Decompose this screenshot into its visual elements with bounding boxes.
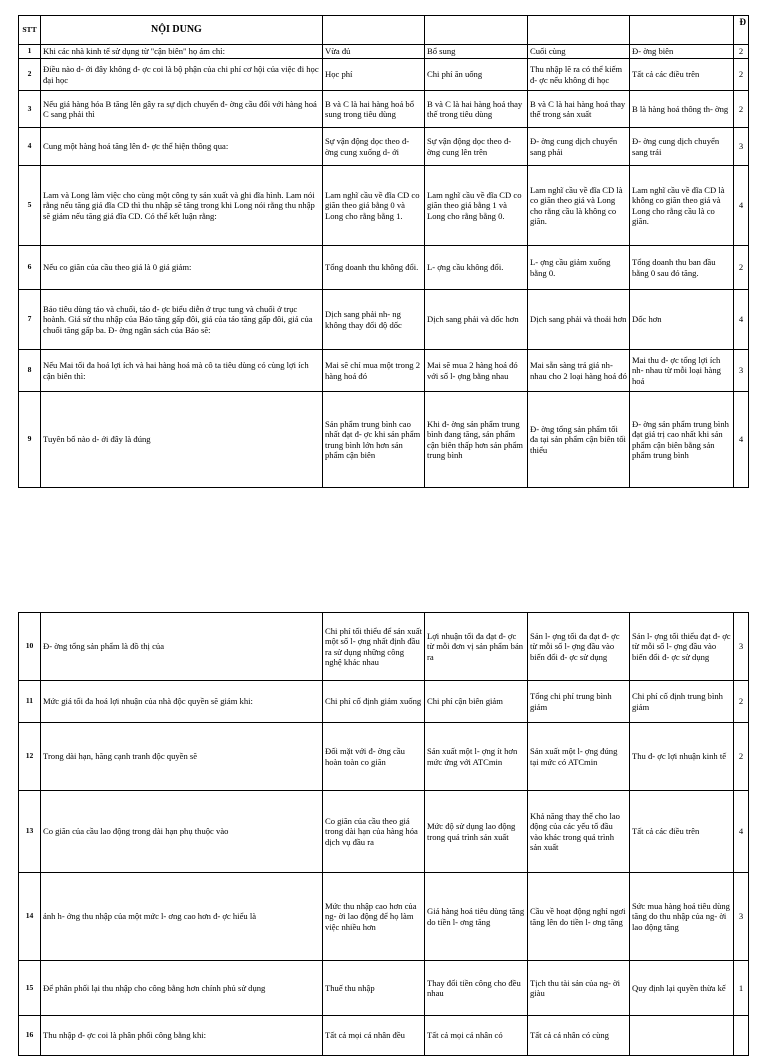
option-d: Mai thu đ- ợc tổng lợi ích nh- nhau từ mỗi loại hàng hoá [630,350,734,392]
option-a: Chi phí tối thiểu để sản xuất một số l- ợng nhất định đầu ra sử dụng những công nghệ khác nhau [323,613,425,681]
question-text: Nếu co giãn của cầu theo giá là 0 giá giảm: [41,246,323,290]
question-number: 7 [19,290,41,350]
question-number: 1 [19,45,41,59]
option-d: Tất cả các điều trên [630,59,734,91]
option-b: Chi phí cận biên giảm [425,681,528,723]
question-number: 14 [19,873,41,961]
question-number: 12 [19,723,41,791]
answer-key: 2 [734,681,749,723]
question-text: Trong dài hạn, hãng cạnh tranh độc quyền sẽ [41,723,323,791]
header-answer: Đ [734,16,749,45]
header-stt: STT [19,16,41,45]
header-blank [528,16,630,45]
option-a: Mức thu nhập cao hơn của ng- ời lao động để họ làm việc nhiều hơn [323,873,425,961]
question-row [19,681,749,723]
option-d: B là hàng hoá thông th- ờng [630,91,734,128]
option-c: Khả năng thay thế cho lao động của các yếu tố đầu vào khác trong quá trình sản xuất [528,791,630,873]
question-row [19,166,749,246]
question-row [19,613,749,681]
answer-key: 3 [734,350,749,392]
option-d [630,1016,734,1056]
option-c: Cuối cùng [528,45,630,59]
option-b: Thay đổi tiền công cho đều nhau [425,961,528,1016]
answer-key: 4 [734,791,749,873]
questions-table-top [18,15,749,488]
option-d: Thu đ- ợc lợi nhuận kinh tế [630,723,734,791]
option-d: Chi phí cố định trung bình giảm [630,681,734,723]
header-row [19,16,749,45]
option-b: Mức độ sử dụng lao động trong quá trình sản xuất [425,791,528,873]
answer-key [734,1016,749,1056]
option-b: Lợi nhuận tối đa đạt đ- ợc từ mỗi đơn vị sản phẩm bán ra [425,613,528,681]
question-text: Mức giá tối đa hoá lợi nhuận của nhà độc quyền sẽ giảm khi: [41,681,323,723]
question-text: Thu nhập đ- ợc coi là phân phối công bằng khi: [41,1016,323,1056]
answer-key: 3 [734,873,749,961]
option-b: Sự vận động dọc theo đ- ờng cung lên trên [425,128,528,166]
question-row [19,59,749,91]
question-number: 8 [19,350,41,392]
option-c: Lam nghĩ cầu về đĩa CD là co giãn theo giá và Long cho rằng cầu là không co giãn. [528,166,630,246]
question-row [19,91,749,128]
question-number: 5 [19,166,41,246]
option-c: Tất cả cá nhân có cùng [528,1016,630,1056]
option-c: B và C là hai hàng hoá thay thế trong sản xuất [528,91,630,128]
option-b: Dịch sang phải và dốc hơn [425,290,528,350]
question-number: 9 [19,392,41,488]
answer-key: 4 [734,290,749,350]
header-blank [630,16,734,45]
option-d: Đ- ờng biên [630,45,734,59]
answer-key: 2 [734,45,749,59]
answer-key: 4 [734,392,749,488]
option-a: Co giãn của cầu theo giá trong dài hạn của hàng hóa dịch vụ đầu ra [323,791,425,873]
question-row [19,290,749,350]
option-d: Tất cả các điều trên [630,791,734,873]
answer-key: 4 [734,166,749,246]
option-d: Lam nghĩ cầu về đĩa CD là không co giãn theo giá và Long cho rằng cầu là co giãn. [630,166,734,246]
question-number: 13 [19,791,41,873]
option-b: Chi phí ăn uống [425,59,528,91]
answer-key: 3 [734,613,749,681]
option-b: L- ợng cầu không đổi. [425,246,528,290]
option-a: Chi phí cố định giảm xuống [323,681,425,723]
option-a: Lam nghĩ cầu về đĩa CD co giãn theo giá bằng 0 và Long cho rằng bằng 1. [323,166,425,246]
question-row [19,246,749,290]
option-a: Dịch sang phải nh- ng không thay đổi độ dốc [323,290,425,350]
option-a: Thuế thu nhập [323,961,425,1016]
answer-key: 2 [734,59,749,91]
option-a: Sự vận động dọc theo đ- ờng cung xuống d- ới [323,128,425,166]
option-a: Học phí [323,59,425,91]
question-text: Tuyên bố nào d- ới đây là đúng [41,392,323,488]
question-number: 2 [19,59,41,91]
question-text: Co giãn của cầu lao động trong dài hạn phụ thuộc vào [41,791,323,873]
question-row [19,128,749,166]
option-d: Sức mua hàng hoá tiêu dùng tăng do thu nhập của ng- ời lao động tăng [630,873,734,961]
question-text: Để phân phối lại thu nhập cho công bằng hơn chính phủ sử dụng [41,961,323,1016]
option-b: Lam nghĩ cầu về đĩa CD co giãn theo giá bằng 1 và Long cho rằng bằng 0. [425,166,528,246]
option-c: Cầu về hoạt động nghỉ ngơi tăng lên do tiền l- ơng tăng [528,873,630,961]
option-c: Đ- ờng tổng sản phẩm tối đa tại sản phẩm cận biên tối thiểu [528,392,630,488]
option-c: Sản l- ợng tối đa đạt đ- ợc từ mỗi số l- ợng đầu vào biến đổi đ- ợc sử dụng [528,613,630,681]
question-text: Nếu Mai tối đa hoá lợi ích và hai hàng hoá mà cô ta tiêu dùng có cùng lợi ích cận biên thì: [41,350,323,392]
option-d: Tổng doanh thu ban đầu bằng 0 sau đó tăng. [630,246,734,290]
question-row [19,392,749,488]
answer-key: 2 [734,246,749,290]
header-content: NỘI DUNG [41,16,323,45]
option-b: Mai sẽ mua 2 hàng hoá đó với số l- ợng bằng nhau [425,350,528,392]
question-text: Nếu giá hàng hóa B tăng lên gây ra sự dịch chuyển đ- ờng cầu đối với hàng hoá C sang phải thì [41,91,323,128]
question-row [19,873,749,961]
header-blank [323,16,425,45]
questions-table-bottom [18,612,749,1056]
question-number: 4 [19,128,41,166]
option-b: B và C là hai hàng hoá thay thế trong tiêu dùng [425,91,528,128]
question-number: 10 [19,613,41,681]
answer-key: 2 [734,91,749,128]
option-c: Đ- ờng cung dịch chuyển sang phải [528,128,630,166]
option-c: Mai sẵn sàng trả giá nh- nhau cho 2 loại hàng hoá đó [528,350,630,392]
option-b: Giá hàng hoá tiêu dùng tăng do tiền l- ơng tăng [425,873,528,961]
option-c: Dịch sang phải và thoải hơn [528,290,630,350]
option-d: Đ- ờng sản phẩm trung bình đạt giá trị cao nhất khi sản phẩm cận biên bằng sản phẩm trung bình [630,392,734,488]
question-number: 3 [19,91,41,128]
option-a: Tổng doanh thu không đổi. [323,246,425,290]
option-b: Tất cả mọi cá nhân có [425,1016,528,1056]
option-b: Khi đ- ờng sản phẩm trung bình đang tăng, sản phẩm cận biên thấp hơn sản phẩm trung bình [425,392,528,488]
question-text: Cung một hàng hoá tăng lên đ- ợc thể hiện thông qua: [41,128,323,166]
answer-key: 1 [734,961,749,1016]
question-row [19,1016,749,1056]
question-text: ảnh h- ởng thu nhập của một mức l- ơng cao hơn đ- ợc hiểu là [41,873,323,961]
option-d: Sản l- ợng tối thiểu đạt đ- ợc từ mỗi số l- ợng đầu vào biến đổi đ- ợc sử dụng [630,613,734,681]
question-row [19,723,749,791]
question-row [19,961,749,1016]
option-d: Quy định lại quyền thừa kế [630,961,734,1016]
option-c: Tổng chi phí trung bình giảm [528,681,630,723]
question-number: 6 [19,246,41,290]
question-number: 16 [19,1016,41,1056]
option-a: Đối mặt với đ- ờng cầu hoàn toàn co giãn [323,723,425,791]
question-text: Bảo tiêu dùng táo và chuối, táo đ- ợc biểu diễn ở trục tung và chuối ở trục hoành. Giả sử thu nhập của Bảo tăng gấp đôi, giá của táo tăng gấp đôi, giá của chuối tăng gấp ba. Đ- ờng ngân sách của Bảo sẽ: [41,290,323,350]
option-c: L- ợng cầu giảm xuống bằng 0. [528,246,630,290]
option-c: Thu nhập lẽ ra có thể kiếm đ- ợc nếu không đi học [528,59,630,91]
option-d: Dốc hơn [630,290,734,350]
option-b: Bổ sung [425,45,528,59]
option-d: Đ- ờng cung dịch chuyển sang trái [630,128,734,166]
option-c: Sản xuất một l- ợng đúng tại mức có ATCmin [528,723,630,791]
question-number: 11 [19,681,41,723]
question-text: Điều nào d- ới đây không đ- ợc coi là bộ phận của chi phí cơ hội của việc đi học đại học [41,59,323,91]
answer-key: 3 [734,128,749,166]
option-a: Mai sẽ chỉ mua một trong 2 hàng hoá đó [323,350,425,392]
option-b: Sản xuất một l- ợng ít hơn mức ứng với ATCmin [425,723,528,791]
question-text: Khi các nhà kinh tế sử dụng từ "cận biên" họ ám chỉ: [41,45,323,59]
question-row [19,350,749,392]
option-a: B và C là hai hàng hoá bổ sung trong tiêu dùng [323,91,425,128]
option-a: Sản phẩm trung bình cao nhất đạt đ- ợc khi sản phẩm trung bình lớn hơn sản phẩm cận biên [323,392,425,488]
question-row [19,45,749,59]
option-a: Vừa đủ [323,45,425,59]
option-c: Tịch thu tài sản của ng- ời giàu [528,961,630,1016]
question-row [19,791,749,873]
header-blank [425,16,528,45]
option-a: Tất cả mọi cá nhân đều [323,1016,425,1056]
answer-key: 2 [734,723,749,791]
question-text: Đ- ờng tổng sản phẩm là đồ thị của [41,613,323,681]
question-text: Lam và Long làm việc cho cùng một công ty sản xuất và ghi đĩa hình. Lam nói rằng nếu tăng giá đĩa CD thì thu nhập sẽ tăng trong khi Long nói rằng thu nhập sẽ giảm nếu tăng giá đĩa CD. Có thể kết luận rằng: [41,166,323,246]
question-number: 15 [19,961,41,1016]
